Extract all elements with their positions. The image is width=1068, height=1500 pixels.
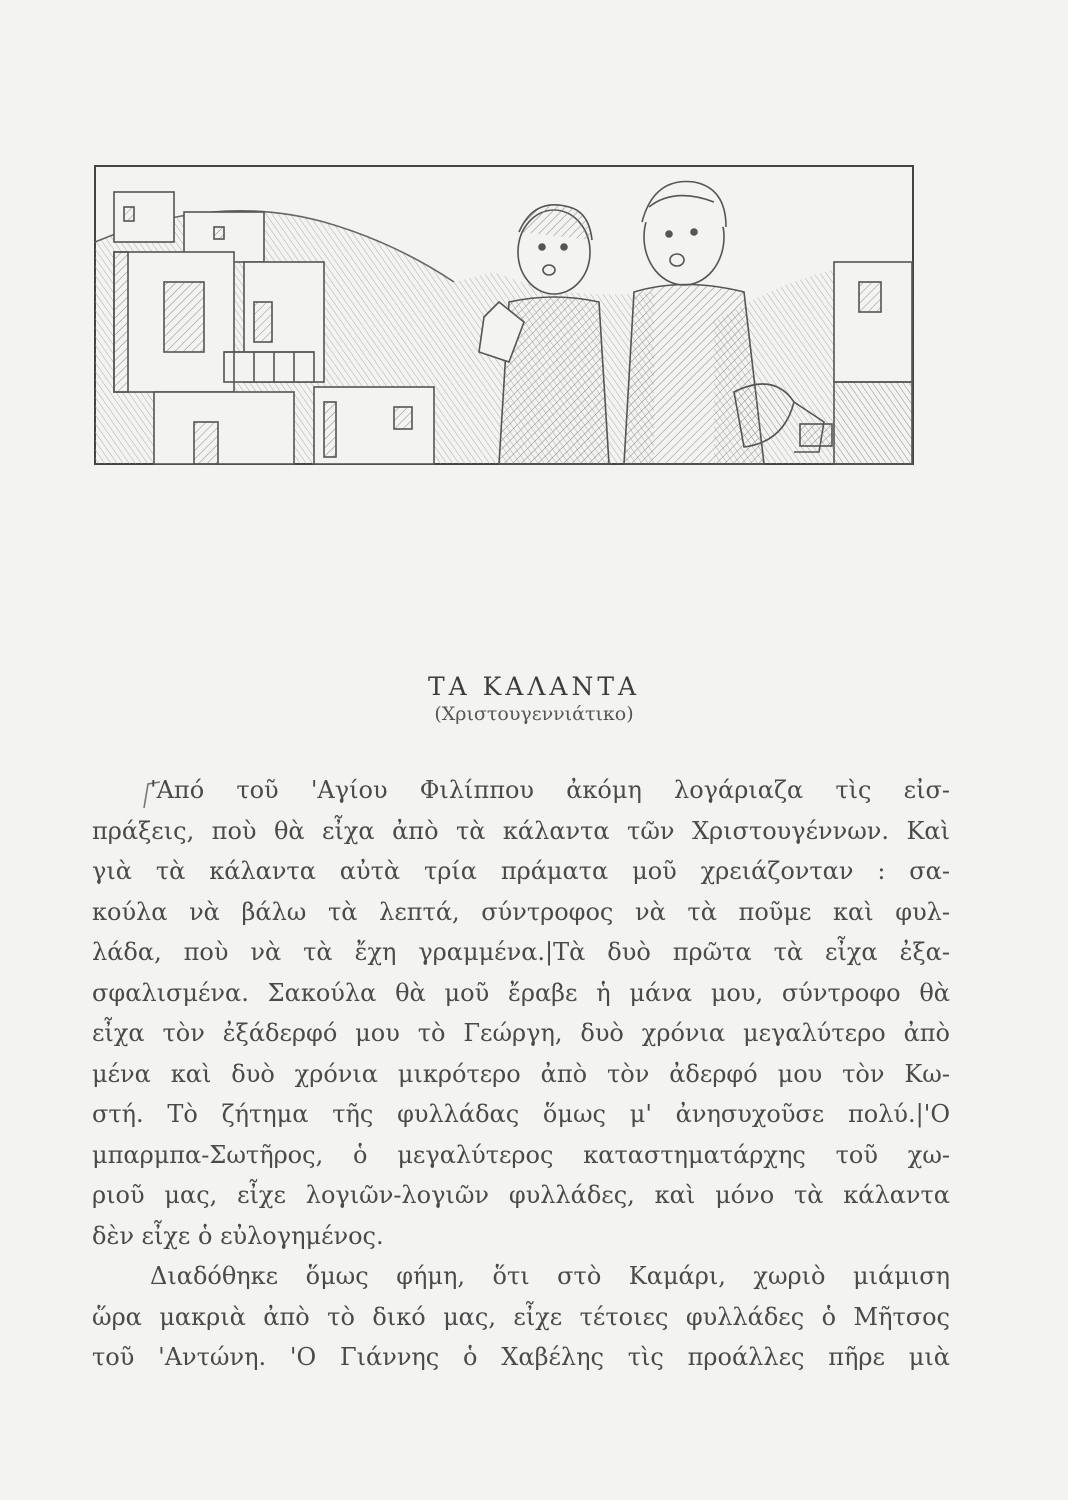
page-subtitle: (Χριστουγεννιάτικο) [434,703,634,725]
text-line: λάδα, ποὺ νὰ τὰ ἔχη γραμμένα.|Τὰ δυὸ πρῶτα τὰ εἶχα ἐξα- [92,938,950,966]
text-line: σφαλισμένα. Σακούλα θὰ μοῦ ἔραβε ἡ μάνα μου, σύντροφο θὰ [92,978,950,1007]
page-title: ΤΑ ΚΑΛΑΝΤΑ [427,671,641,701]
text-line: ὥρα μακριὰ ἀπὸ τὸ δικό μας, εἶχε τέτοιες φυλλάδες ὁ Μῆτσος [92,1302,950,1331]
body-text [92,770,950,1378]
text-line: πράξεις, ποὺ θὰ εἶχα ἀπὸ τὰ κάλαντα τῶν Χριστουγέννων. Καὶ [92,816,950,845]
text-line: κούλα νὰ βάλω τὰ λεπτά, σύντροφος νὰ τὰ ποῦμε καὶ φυλ- [92,897,950,926]
text-line: εἶχα τὸν ἐξάδερφό μου τὸ Γεώργη, δυὸ χρόνια μεγαλύτερο ἀπὸ [92,1019,950,1047]
text-line: στή. Τὸ ζήτημα τῆς φυλλάδας ὅμως μ' ἀνησυχοῦσε πολύ.|'Ο [92,1100,950,1128]
text-line: μπαρμπα-Σωτῆρος, ὁ μεγαλύτερος καταστηματάρχης τοῦ χω- [92,1140,950,1169]
text-line: τοῦ 'Αντώνη. 'Ο Γιάννης ὁ Χαβέλης τὶς προάλλες πῆρε μιὰ [92,1343,950,1371]
text-line: δὲν εἶχε ὁ εὐλογημένος. [92,1221,384,1250]
text-line: γιὰ τὰ κάλαντα αὐτὰ τρία πράματα μοῦ χρειάζονταν : σα- [92,857,950,885]
text-line: 'Από τοῦ 'Αγίου Φιλίππου ἀκόμη λογάριαζα τὶς εἰσ- [150,776,950,804]
text-line: μένα καὶ δυὸ χρόνια μικρότερο ἀπὸ τὸν ἀδερφό μου τὸν Κω- [92,1059,950,1088]
text-line: ριοῦ μας, εἶχε λογιῶν-λογιῶν φυλλάδες, καὶ μόνο τὰ κάλαντα [92,1181,950,1209]
carolers-illustration-icon [94,152,914,466]
text-line: Διαδόθηκε ὅμως φήμη, ὅτι στὸ Καμάρι, χωριὸ μιάμιση [150,1262,950,1290]
